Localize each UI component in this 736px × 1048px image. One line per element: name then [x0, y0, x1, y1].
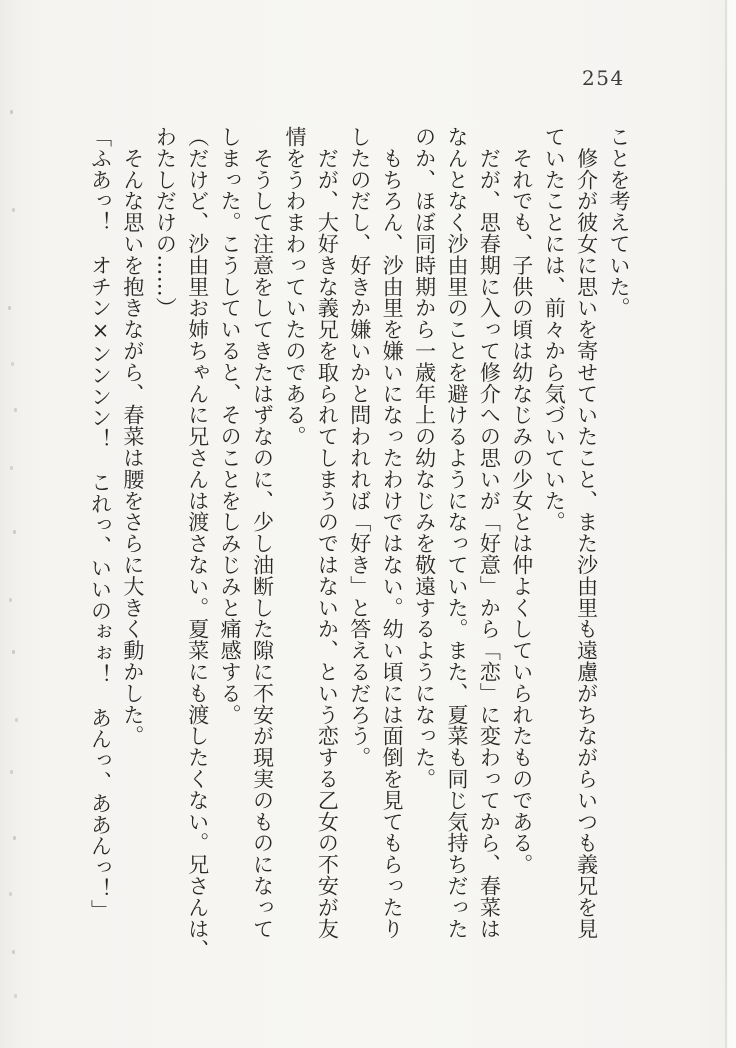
text-line: だが、思春期に入って修介への思いが「好意」から「恋」に変わってから、春菜は	[477, 126, 502, 940]
text-line: そうして注意をしてきたはずなのに、少し油断した隙に不安が現実のものになって	[250, 126, 275, 940]
text-line: （だけど、沙由里お姉ちゃんに兄さんは渡さない。夏菜にも渡したくない。兄さんは、	[185, 126, 210, 961]
text-line: もちろん、沙由里を嫌いになったわけではない。幼い頃には面倒を見てもらったり	[380, 126, 405, 940]
text-line: したのだし、好きか嫌いかと問われれば「好き」と答えるだろう。	[347, 126, 372, 768]
text-line: ていたことには、前々から気づいていた。	[542, 126, 567, 533]
page-edge-line	[725, 0, 727, 1048]
text-line: 情をうわまわっていたのである。	[282, 126, 307, 447]
text-line: なんとなく沙由里のことを避けるようになっていた。また、夏菜も同じ気持ちだった	[444, 126, 469, 940]
vertical-text-block	[84, 126, 635, 961]
text-line: それでも、子供の頃は幼なじみの少女とは仲よくしていられたものである。	[509, 126, 534, 875]
text-line: だが、大好きな義兄を取られてしまうのではないか、という恋する乙女の不安が友	[315, 126, 340, 940]
page-number: 254	[582, 66, 625, 90]
text-line: わたしだけの……）	[153, 126, 178, 319]
text-line: 「ふあっ！ オチン×ンンンン！ これっ、いいのぉぉ！ あんっ、ああんっ！」	[88, 126, 113, 921]
text-line: のか、ほぼ同時期から一歳年上の幼なじみを敬遠するようになった。	[412, 126, 437, 790]
text-line: しまった。こうしていると、そのことをしみじみと痛感する。	[218, 126, 243, 726]
text-line: ことを考えていた。	[607, 126, 631, 319]
scan-binding-artifacts	[10, 110, 13, 114]
text-line: そんな思いを抱きながら、春菜は腰をさらに大きく動かした。	[120, 126, 145, 747]
text-line: 修介が彼女に思いを寄せていたこと、また沙由里も遠慮がちながらいつも義兄を見	[574, 126, 599, 940]
